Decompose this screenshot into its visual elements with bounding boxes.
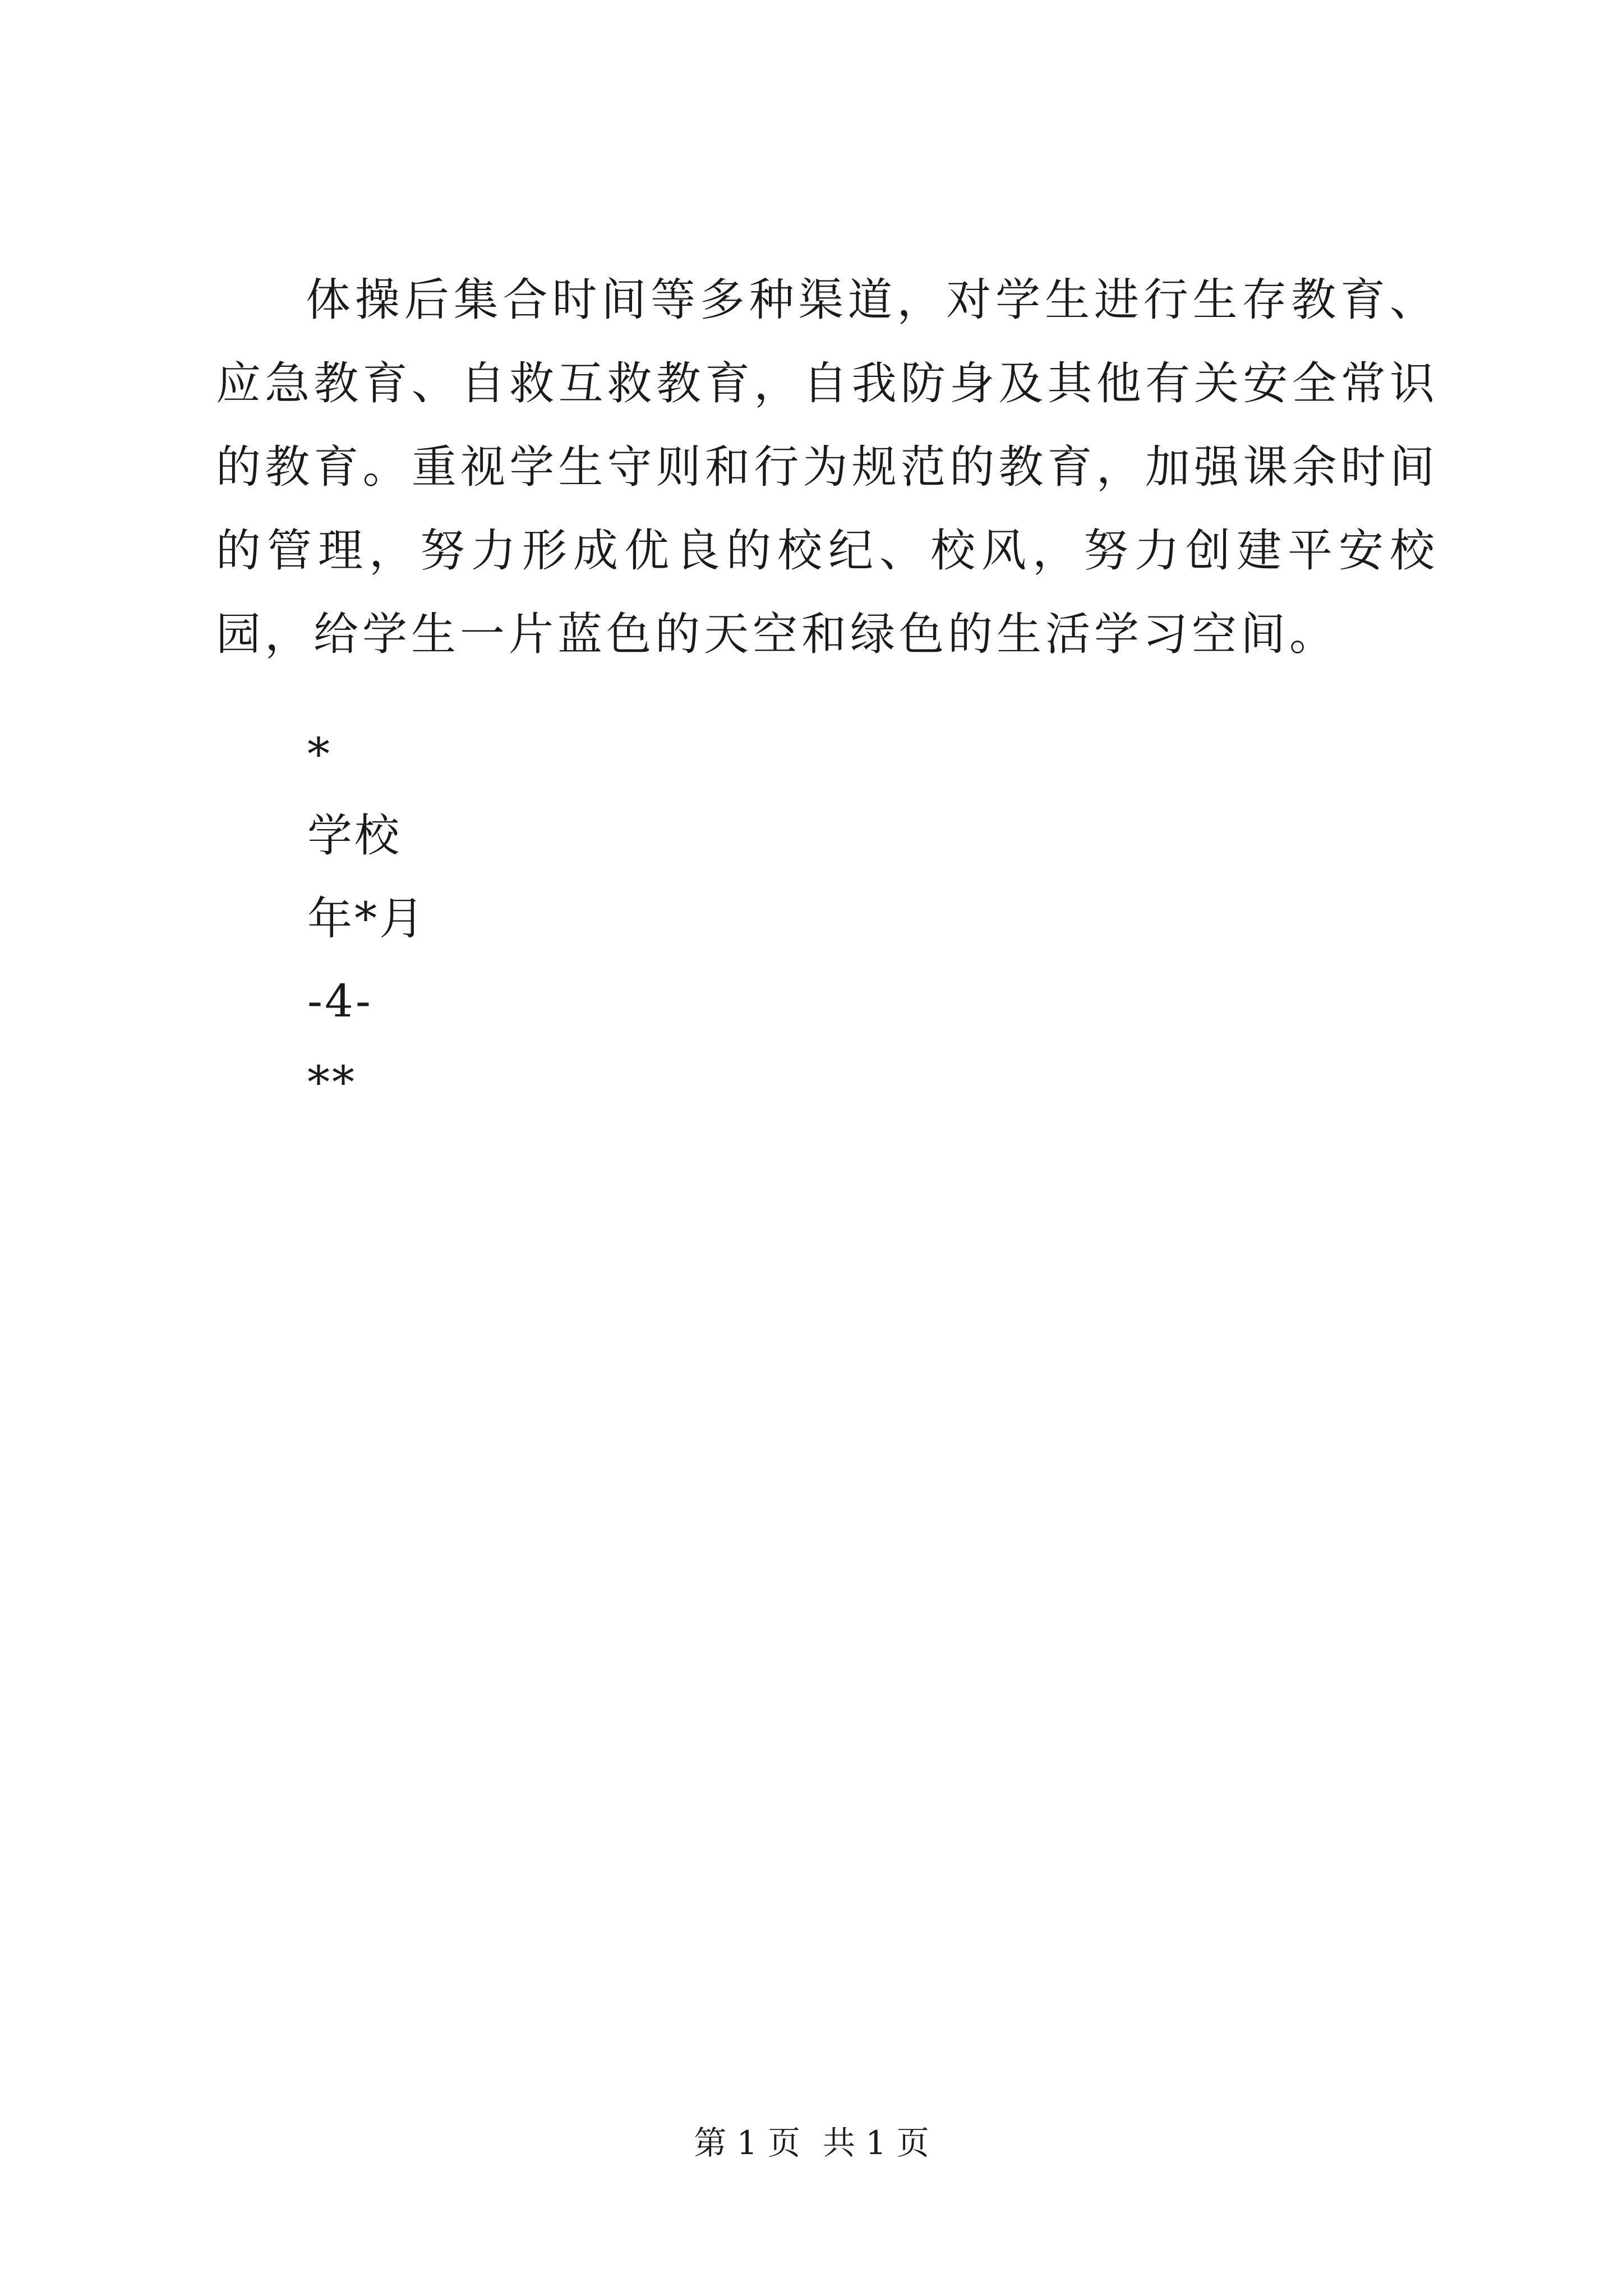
footer-page-label: 第 1 页 xyxy=(694,2124,800,2162)
footer-total-label: 共 1 页 xyxy=(823,2124,929,2162)
date-line: 年*月 xyxy=(307,892,426,945)
page-footer xyxy=(0,2120,1623,2165)
body-paragraph: 体操后集合时间等多种渠道，对学生进行生存教育、应急教育、自救互救教育，自我防身及其他有关安全常识的教育。重视学生守则和行为规范的教育，加强课余时间的管理，努力形成优良的校纪、校风，努力创建平安校园，给学生一片蓝色的天空和绿色的生活学习空间。 xyxy=(216,274,1438,660)
placeholder-line: * xyxy=(307,728,332,780)
page-number-line: -4- xyxy=(307,975,373,1027)
placeholder-line-2: ** xyxy=(307,1056,357,1108)
school-line: 学校 xyxy=(307,809,402,862)
